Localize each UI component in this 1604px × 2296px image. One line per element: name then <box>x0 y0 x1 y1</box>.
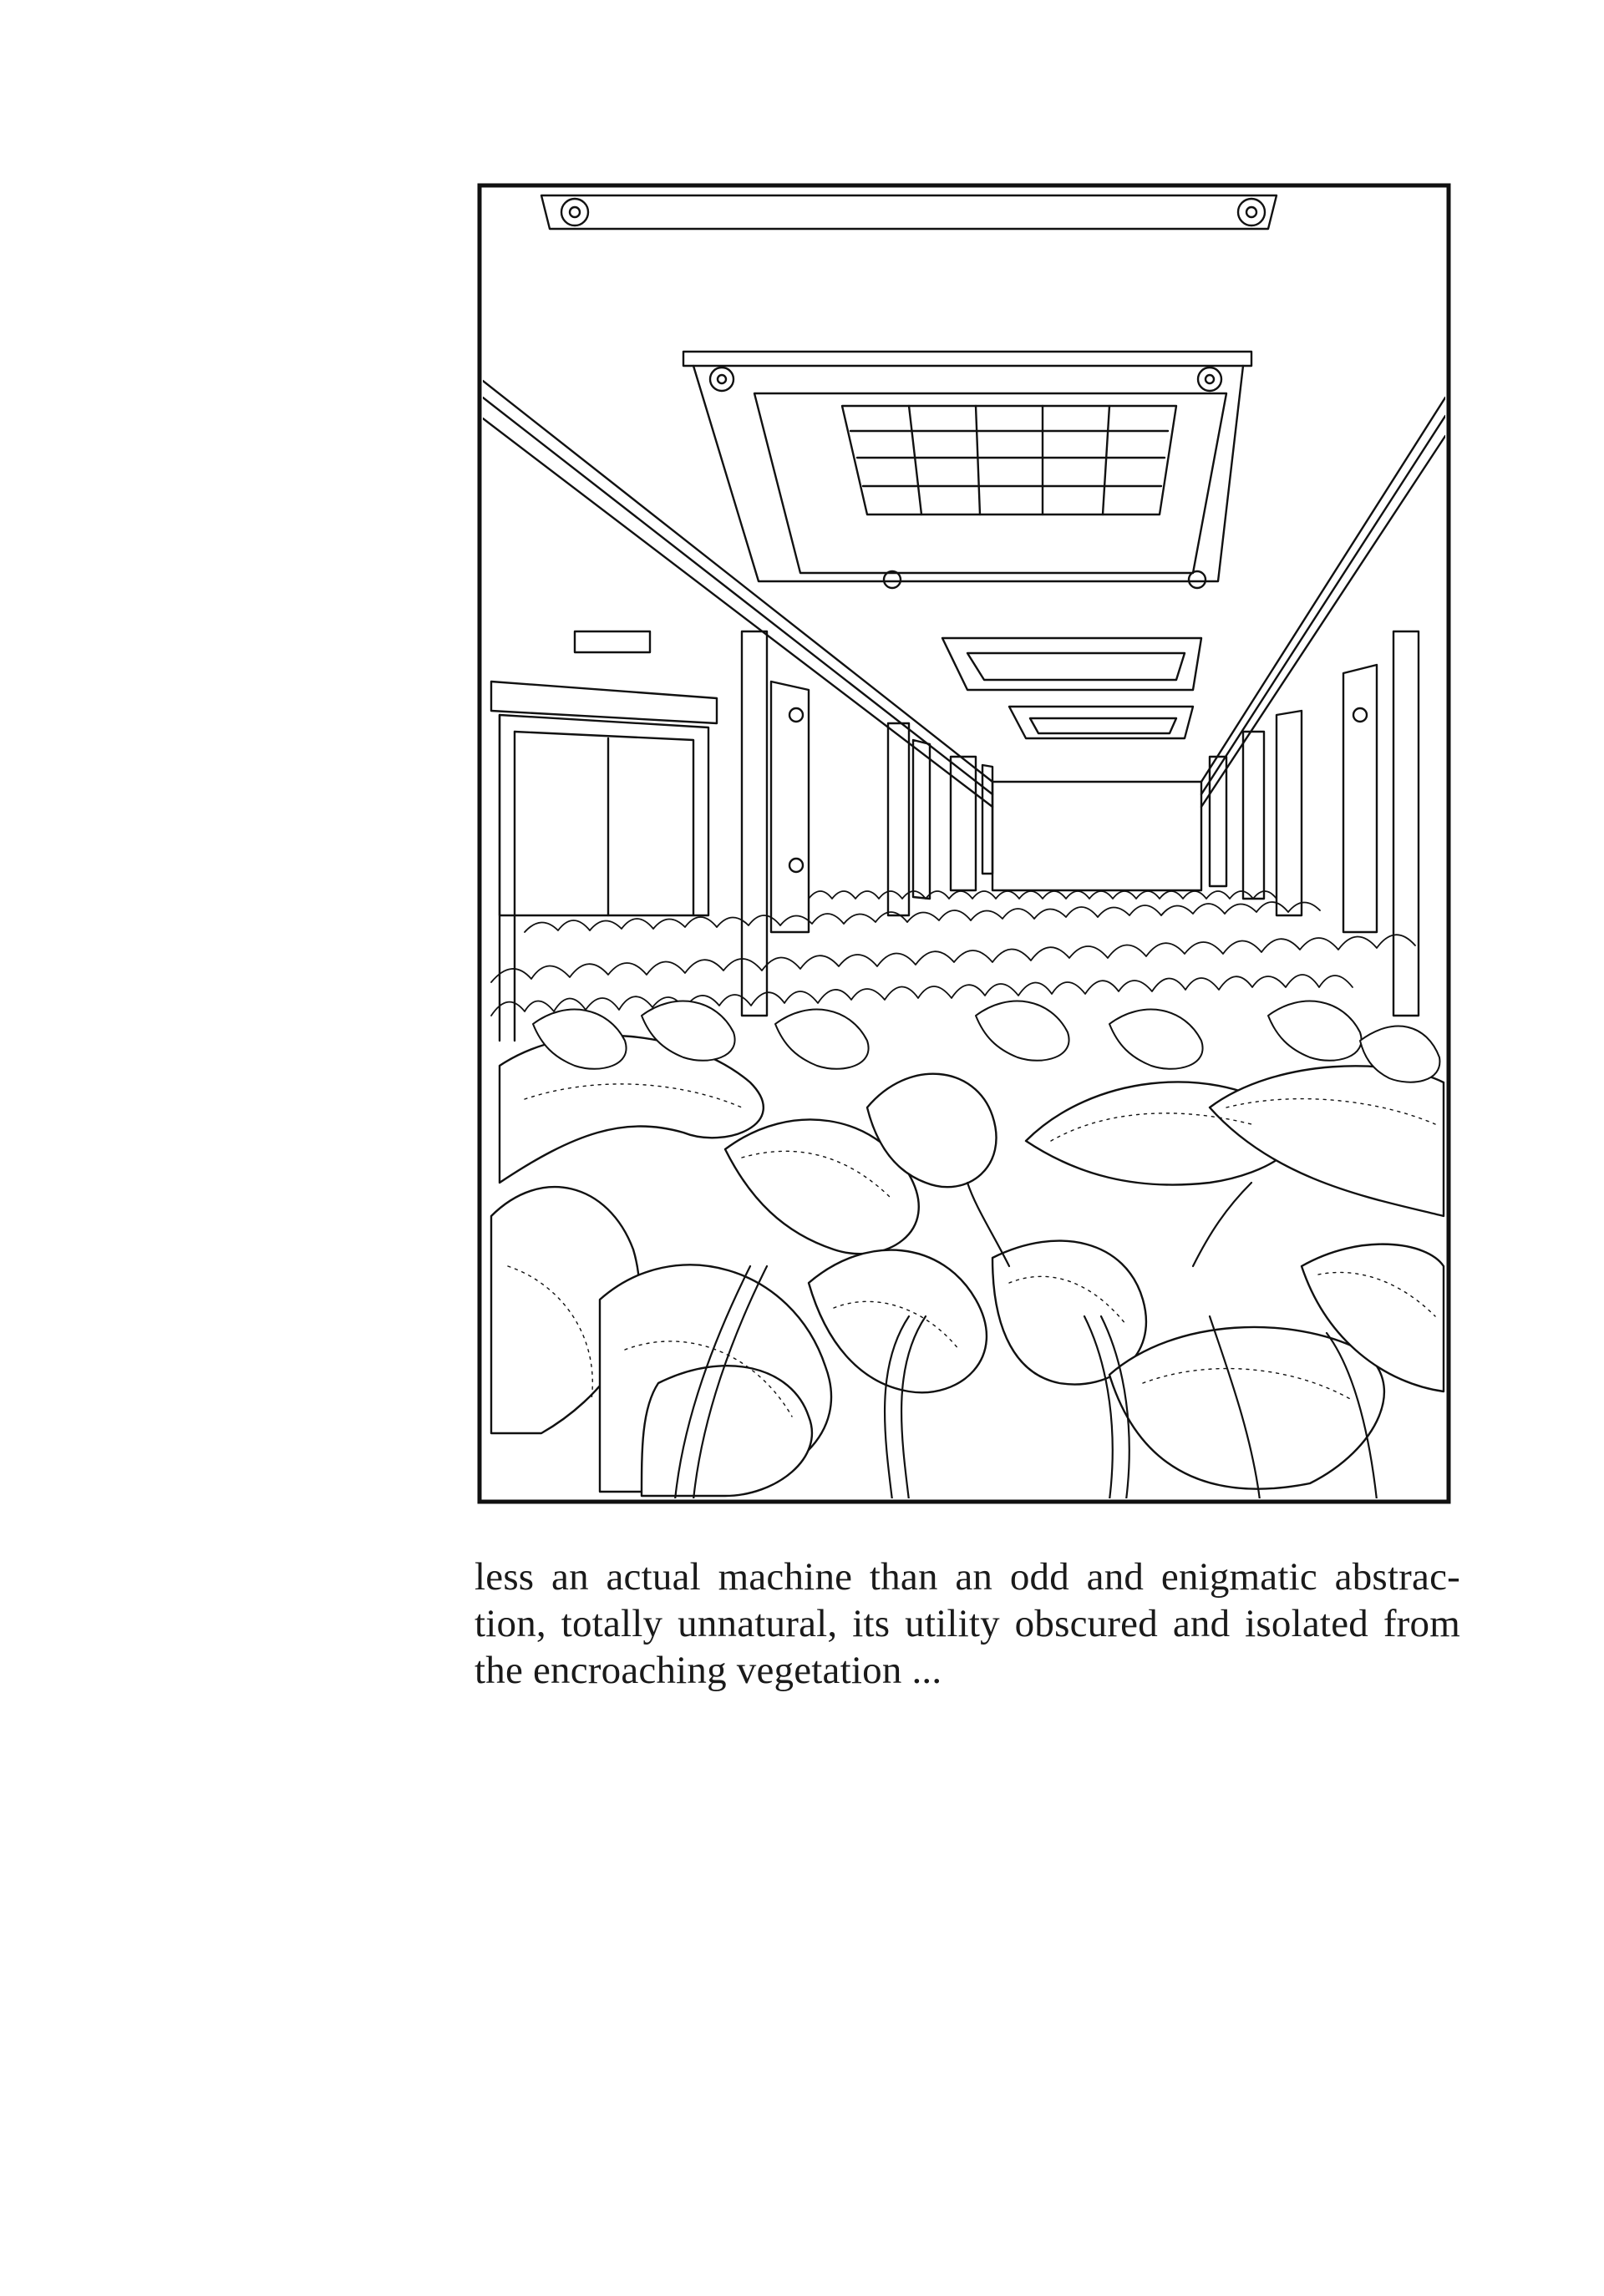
caption-line: the encroaching vegetation ... <box>475 1649 942 1692</box>
caption-paragraph <box>475 1553 1460 1694</box>
caption-line: tion, totally unnatural, its utility obscured and isolated from <box>475 1602 1460 1645</box>
hallway-overgrowth-illustration <box>475 180 1454 1507</box>
caption-line: less an actual machine than an odd and enigmatic abstrac- <box>475 1555 1460 1599</box>
illustration-svg <box>475 180 1454 1507</box>
